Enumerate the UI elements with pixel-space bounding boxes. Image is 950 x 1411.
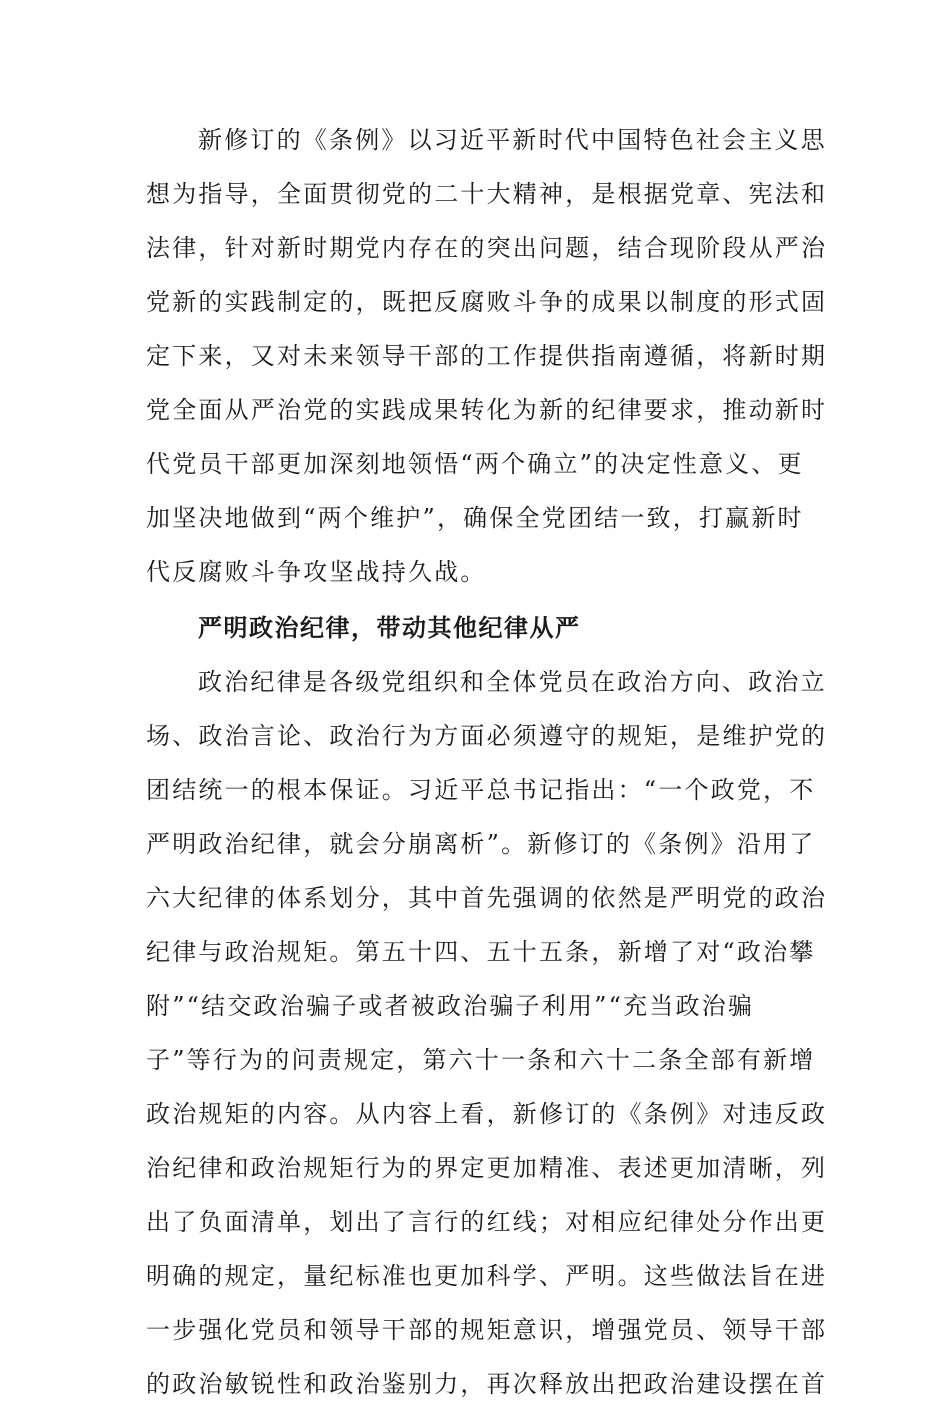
section-heading: 严明政治纪律，带动其他纪律从严 [198, 614, 581, 642]
paragraph-1-line-9: 代反腐败斗争攻坚战持久战。 [146, 558, 487, 586]
paragraph-2-line-2: 场、政治言论、政治行为方面必须遵守的规矩，是维护党的 [146, 722, 828, 750]
paragraph-1-line-5: 定下来，又对未来领导干部的工作提供指南遵循，将新时期 [146, 342, 828, 370]
paragraph-1-line-6: 党全面从严治党的实践成果转化为新的纪律要求，推动新时 [146, 396, 828, 424]
paragraph-2-line-8: 子”等行为的问责规定，第六十一条和六十二条全部有新增 [146, 1046, 816, 1074]
paragraph-1-line-1: 新修订的《条例》以习近平新时代中国特色社会主义思 [198, 126, 827, 154]
paragraph-1-line-8: 加坚决地做到“两个维护”，确保全党团结一致，打赢新时 [146, 504, 804, 532]
paragraph-2-line-5: 六大纪律的体系划分，其中首先强调的依然是严明党的政治 [146, 884, 828, 912]
paragraph-2-line-3: 团结统一的根本保证。习近平总书记指出：“一个政党，不 [146, 776, 816, 804]
paragraph-1-line-3: 法律，针对新时期党内存在的突出问题，结合现阶段从严治 [146, 234, 828, 262]
paragraph-2-line-11: 出了负面清单，划出了言行的红线；对相应纪律处分作出更 [146, 1208, 828, 1236]
paragraph-1-line-4: 党新的实践制定的，既把反腐败斗争的成果以制度的形式固 [146, 288, 828, 316]
paragraph-2-line-14: 的政治敏锐性和政治鉴别力，再次释放出把政治建设摆在首 [146, 1370, 828, 1398]
paragraph-1-line-2: 想为指导，全面贯彻党的二十大精神，是根据党章、宪法和 [146, 180, 828, 208]
paragraph-1-line-7: 代党员干部更加深刻地领悟“两个确立”的决定性意义、更 [146, 450, 804, 478]
paragraph-2-line-7: 附”“结交政治骗子或者被政治骗子利用”“充当政治骗 [146, 992, 755, 1020]
paragraph-2-line-1: 政治纪律是各级党组织和全体党员在政治方向、政治立 [198, 668, 827, 696]
paragraph-2-line-6: 纪律与政治规矩。第五十四、五十五条，新增了对“政治攀 [146, 938, 816, 966]
paragraph-2-line-9: 政治规矩的内容。从内容上看，新修订的《条例》对违反政 [146, 1100, 828, 1128]
paragraph-2-line-10: 治纪律和政治规矩行为的界定更加精准、表述更加清晰，列 [146, 1154, 828, 1182]
paragraph-2-line-12: 明确的规定，量纪标准也更加科学、严明。这些做法旨在进 [146, 1262, 828, 1290]
paragraph-2-line-13: 一步强化党员和领导干部的规矩意识，增强党员、领导干部 [146, 1316, 828, 1344]
paragraph-2-line-4: 严明政治纪律，就会分崩离析”。新修订的《条例》沿用了 [146, 830, 816, 858]
